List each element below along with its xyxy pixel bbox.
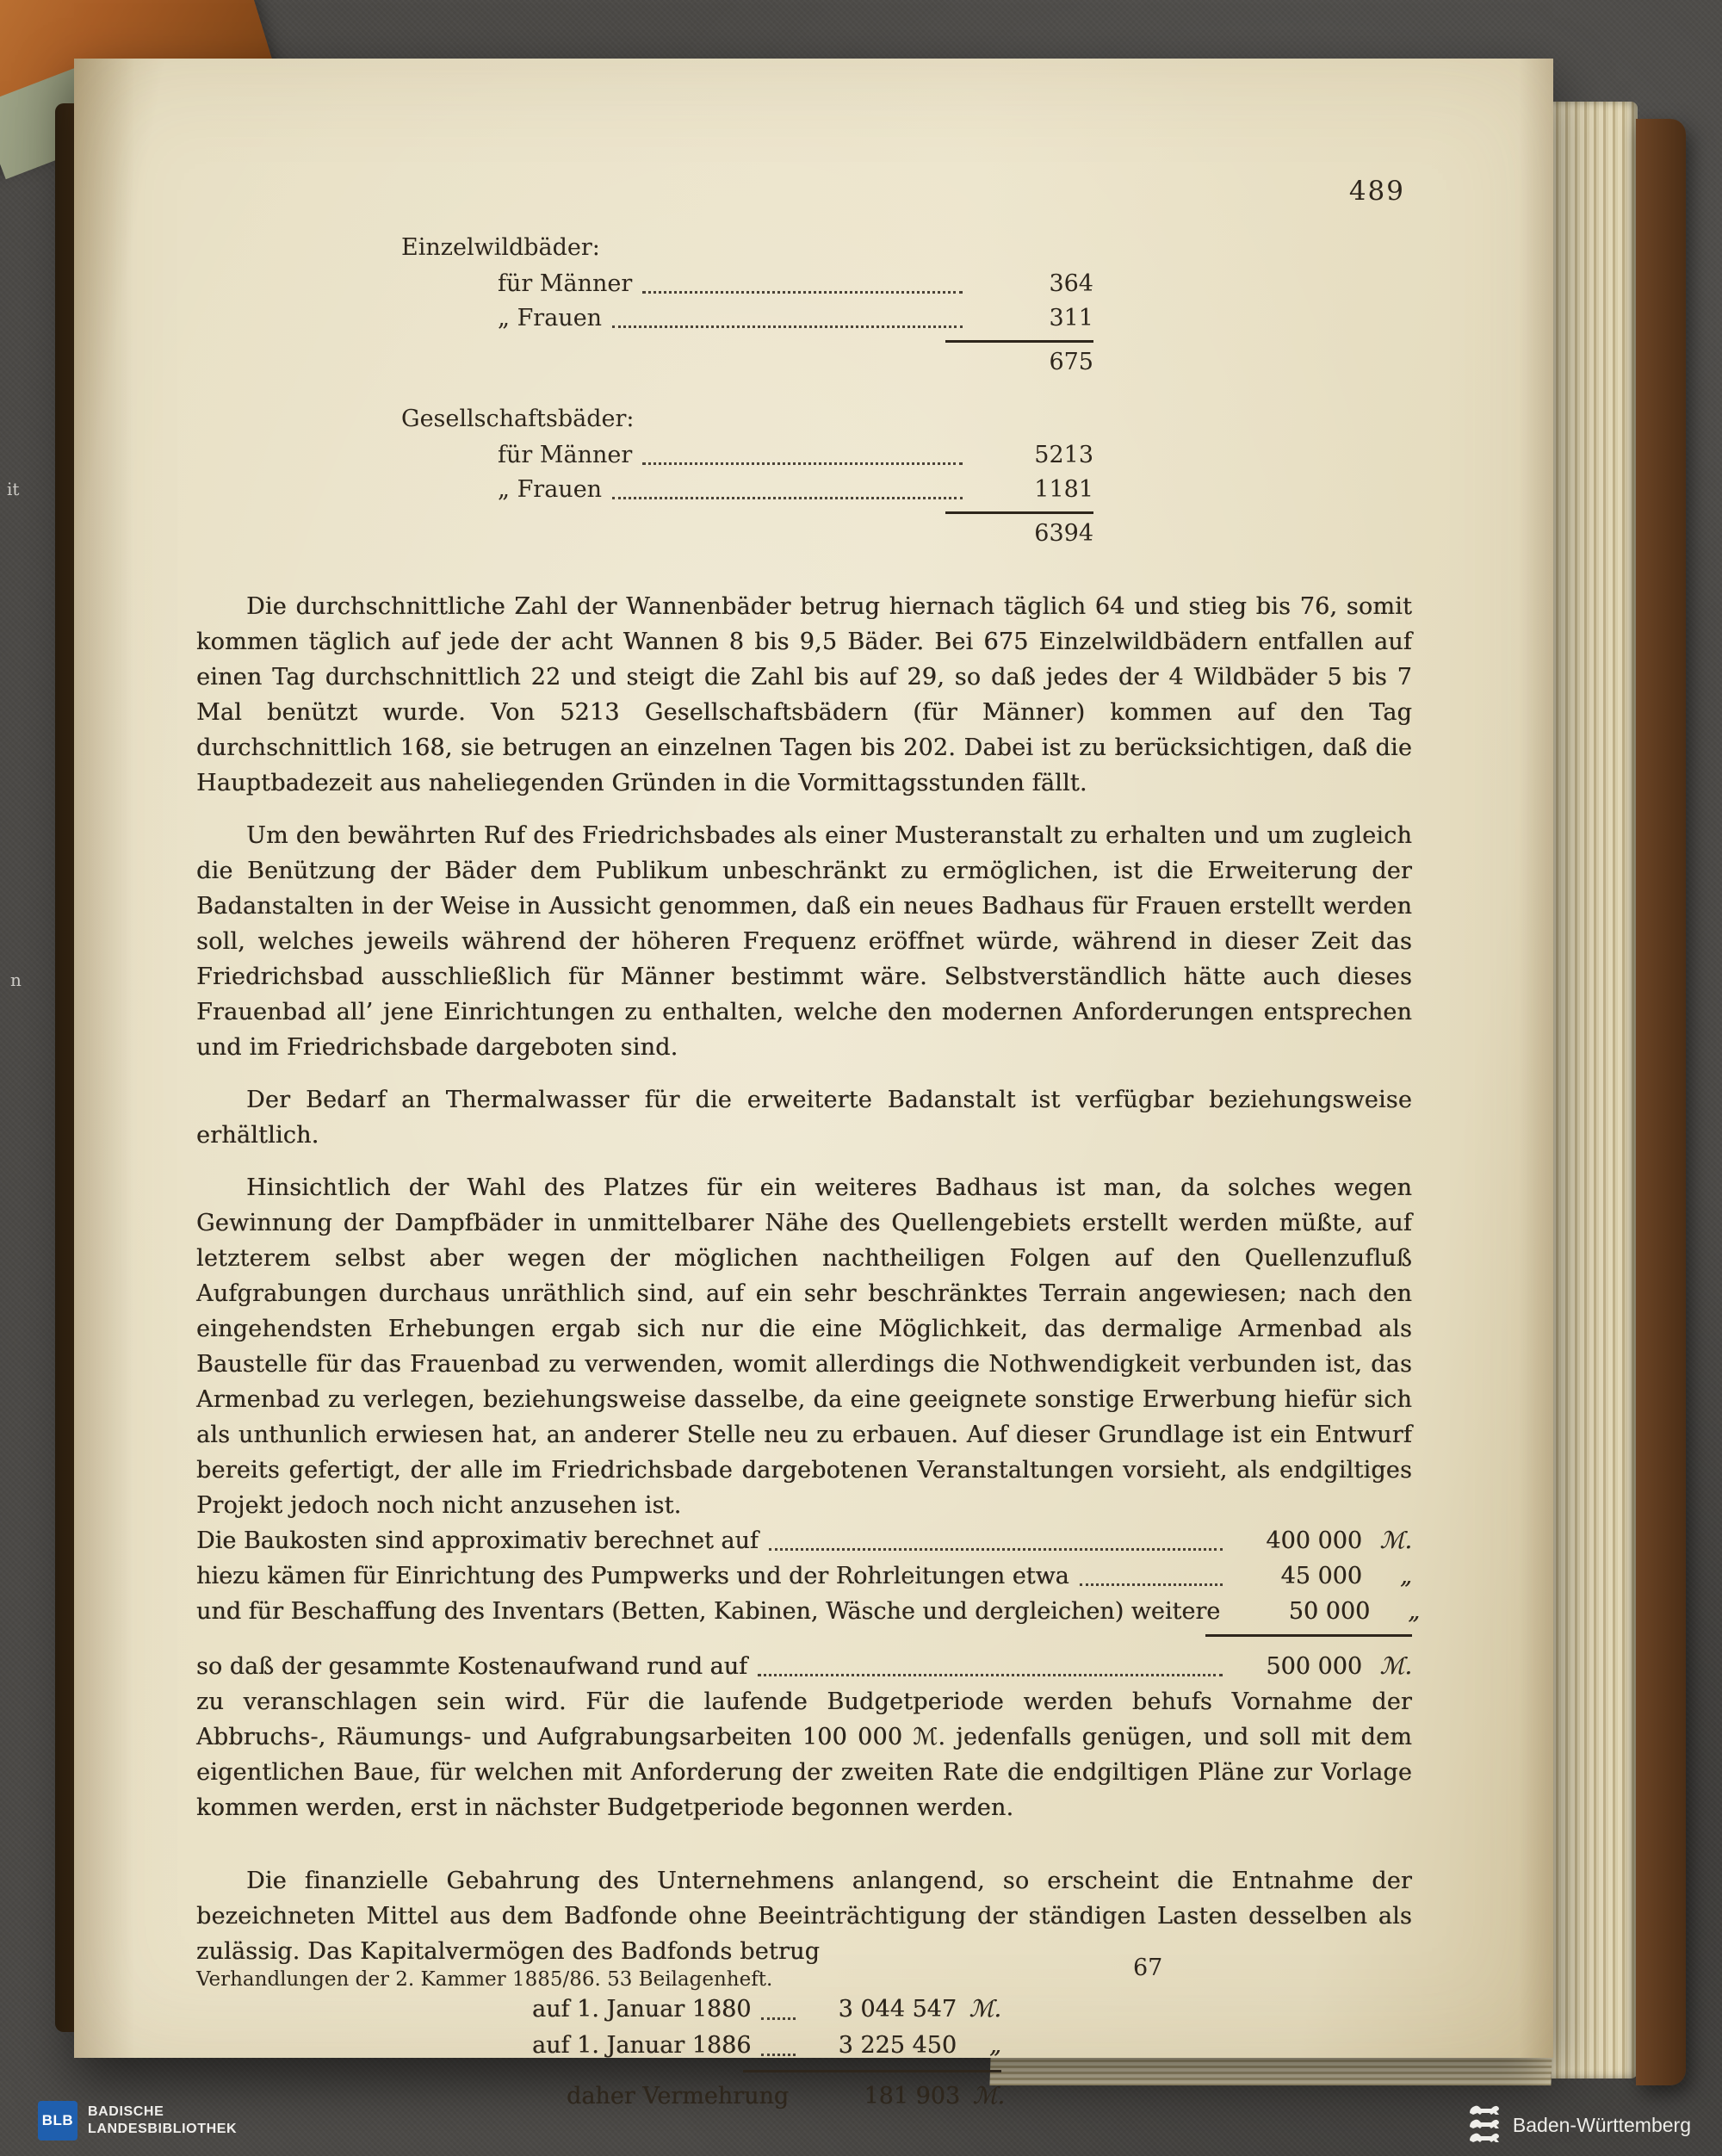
blb-logo-icon: BLB — [38, 2101, 77, 2141]
row-value: 3 225 450 — [838, 2032, 957, 2059]
table-total-row — [567, 2079, 1006, 2115]
currency-mark: „ — [1400, 1563, 1412, 1589]
sum-rule — [945, 340, 1093, 343]
paragraph-platzwahl: Hinsichtlich der Wahl des Platzes für ein weiteres Badhaus ist man, da solches wegen Gewinnung der Dampfbäder in unmittelbarer Nähe des Quellengebiets erstellt werden müßte, auf letzterem selbst aber wegen der möglichen nachtheiligen Folgen auf den Quellenzufluß Aufgrabungen durchaus unräthlich sind, auf ein sehr beschränktes Terrain angewiesen; nach den eingehendsten Erhebungen ergab sich nur die eine Möglichkeit, das dermalige Armenbad als Baustelle für das Frauenbad zu verwenden, womit allerdings die Nothwendigkeit verbunden ist, das Armenbad zu verlegen, beziehungsweise dasselbe, da eine geeignete sonstige Erwerbung hiefür sich als unthunlich erwiesen hat, an anderer Stelle neu zu erbauen. Auf dieser Grundlage ist ein Entwurf bereits gefertigt, der alle im Friedrichsbade dargebotenen Veranstaltungen vorsieht, als endgiltiges Projekt jedoch noch nicht anzusehen ist. — [196, 1174, 1412, 1519]
paragraph-friedrichsbad: Um den bewährten Ruf des Friedrichsbades als einer Musteranstalt zu erhalten und um zugleich die Benützung der Bäder dem Publikum unbeschränkt zu ermöglichen, ist die Erweiterung der Badanstalten in der Weise in Aussicht genommen, daß ein neues Badhaus für Frauen erstellt werden soll, welches jeweils während der höheren Frequenz eröffnet würde, während in dieser Zeit das Friedrichsbad ausschließlich für Männer bestimmt wäre. Selbstverständlich hätte auch dieses Frauenbad all’ jene Einrichtungen zu enthalten, welche den modernen Anforderungen entsprechen und im Friedrichsbade dargeboten sind. — [196, 822, 1412, 1061]
book-cover-right — [1636, 119, 1686, 2085]
currency-mark: ℳ. — [972, 2083, 1006, 2110]
table-row — [498, 438, 1093, 473]
cost-text: Die Baukosten sind approximativ berechnet auf — [196, 1527, 759, 1554]
paragraph-kapitalvermoegen: Die finanzielle Gebahrung des Unternehmens anlangend, so erscheint die Entnahme der bezeichneten Mittel aus dem Badfonde ohne Beeinträchtigung der ständigen Lasten desselben als zulässig. Das Kapitalvermögen des Badfonds betrug — [196, 1868, 1412, 1965]
dot-leader — [612, 325, 963, 328]
cost-row — [196, 1594, 1421, 1629]
total-value: 675 — [1049, 349, 1093, 375]
cost-text: und für Beschaffung des Inventars (Betten, Kabinen, Wäsche und dergleichen) weitere — [196, 1598, 1221, 1625]
table-total-row — [401, 345, 1093, 380]
dot-leader — [761, 2054, 796, 2056]
row-value: 181 903 — [864, 2083, 961, 2110]
page-text-column — [196, 231, 1421, 2115]
cost-amount: 50 000 — [1288, 1598, 1371, 1625]
book-fore-edge-pages — [1552, 102, 1638, 2079]
table-row — [498, 473, 1093, 507]
state-logo — [1466, 2103, 1691, 2147]
sheet-number: 67 — [1133, 1955, 1163, 1981]
dot-leader — [769, 1548, 1223, 1551]
dot-leader — [1080, 1583, 1223, 1586]
row-value: 1181 — [1034, 476, 1093, 503]
row-value: 364 — [1049, 270, 1093, 297]
row-value: 311 — [1049, 305, 1093, 331]
table-row — [532, 1992, 1001, 2028]
stat-table-title: Gesellschaftsbäder: — [401, 406, 635, 432]
sum-rule — [945, 511, 1093, 514]
currency-mark: ℳ. — [969, 1996, 1001, 2023]
row-label: auf 1. Januar 1880 — [532, 1996, 752, 2023]
currency-mark: „ — [1408, 1598, 1421, 1625]
currency-mark: ℳ. — [1379, 1653, 1412, 1680]
stat-table-title: Einzelwildbäder: — [401, 234, 600, 261]
currency-mark: ℳ. — [1379, 1527, 1412, 1554]
stat-table-gesellschaftsbaeder — [401, 402, 1093, 551]
state-name: Baden-Württemberg — [1512, 2113, 1691, 2136]
row-label: „ Frauen — [498, 305, 603, 331]
table-row — [498, 301, 1093, 336]
cost-amount: 500 000 — [1266, 1653, 1362, 1680]
library-name-line1: BADISCHE — [88, 2104, 164, 2119]
library-name-line2: LANDESBIBLIOTHEK — [88, 2122, 238, 2136]
row-label: „ Frauen — [498, 476, 603, 503]
row-value: 3 044 547 — [838, 1996, 957, 2023]
cost-row — [196, 1523, 1412, 1558]
table-total-row — [401, 517, 1093, 551]
cost-text: hiezu kämen für Einrichtung des Pumpwerks und der Rohrleitungen etwa — [196, 1563, 1069, 1589]
library-logo — [38, 2101, 237, 2141]
paragraph-budgetperiode: zu veranschlagen sein wird. Für die laufende Budgetperiode werden behufs Vornahme der Abbruchs-, Räumungs- und Aufgrabungsarbeiten 100 000 ℳ. jedenfalls genügen, und soll mit dem eigentlichen Baue, für welchen mit Anforderung der zweiten Rate die endgiltigen Pläne zur Vorlage kommen werden, erst in nächster Budgetperiode begonnen werden. — [196, 1688, 1412, 1821]
baden-wuerttemberg-coat-of-arms-icon — [1466, 2103, 1502, 2147]
page-number: 489 — [1348, 176, 1405, 207]
stat-table-einzelwildbaeder — [401, 231, 1093, 380]
sum-rule — [1205, 1634, 1412, 1637]
row-label: auf 1. Januar 1886 — [532, 2032, 752, 2059]
cost-total-row — [196, 1649, 1412, 1684]
library-name — [88, 2103, 237, 2138]
page-footer — [196, 1955, 1412, 1991]
dot-leader — [758, 1674, 1223, 1676]
cost-amount: 400 000 — [1266, 1527, 1362, 1554]
page-edge-text-fragment: it — [7, 479, 20, 499]
paragraph-wannenbaeder: Die durchschnittliche Zahl der Wannenbäder betrug hiernach täglich 64 und stieg bis 76, somit kommen täglich auf jede der acht Wannen 8 bis 9,5 Bäder. Bei 675 Einzelwildbädern entfallen auf einen Tag durchschnittlich 22 und steigt die Zahl bis auf 29, so daß jedes der 4 Wildbäder 5 bis 7 Mal benützt wurde. Von 5213 Gesellschaftsbädern (für Männer) kommen auf den Tag durchschnittlich 168, sie betrugen an einzelnen Tagen bis 202. Dabei ist zu berücksichtigen, daß die Hauptbadezeit aus naheliegenden Gründen in die Vormittagsstunden fällt. — [196, 593, 1412, 796]
page-edge-text-fragment: n — [10, 970, 22, 990]
table-row — [498, 267, 1093, 301]
cost-row — [196, 1558, 1412, 1594]
capital-table — [532, 1992, 1006, 2115]
sum-rule — [743, 2070, 1001, 2072]
currency-mark: „ — [989, 2032, 1001, 2059]
dot-leader — [761, 2017, 796, 2020]
total-value: 6394 — [1034, 520, 1093, 547]
paragraph-thermalwasser: Der Bedarf an Thermalwasser für die erweiterte Badanstalt ist verfügbar beziehungsweise erhältlich. — [196, 1087, 1412, 1149]
cost-text: so daß der gesammte Kostenaufwand rund auf — [196, 1653, 748, 1680]
row-value: 5213 — [1034, 442, 1093, 468]
table-row — [532, 2028, 1001, 2064]
row-label: daher Vermehrung — [567, 2083, 790, 2110]
book-page — [74, 59, 1553, 2110]
cost-amount: 45 000 — [1280, 1563, 1362, 1589]
dot-leader — [612, 497, 963, 499]
row-label: für Männer — [498, 270, 633, 297]
signature-line: Verhandlungen der 2. Kammer 1885/86. 53 Beilagenheft. — [196, 1968, 773, 1991]
dot-leader — [642, 462, 963, 465]
dot-leader — [642, 291, 963, 294]
row-label: für Männer — [498, 442, 633, 468]
